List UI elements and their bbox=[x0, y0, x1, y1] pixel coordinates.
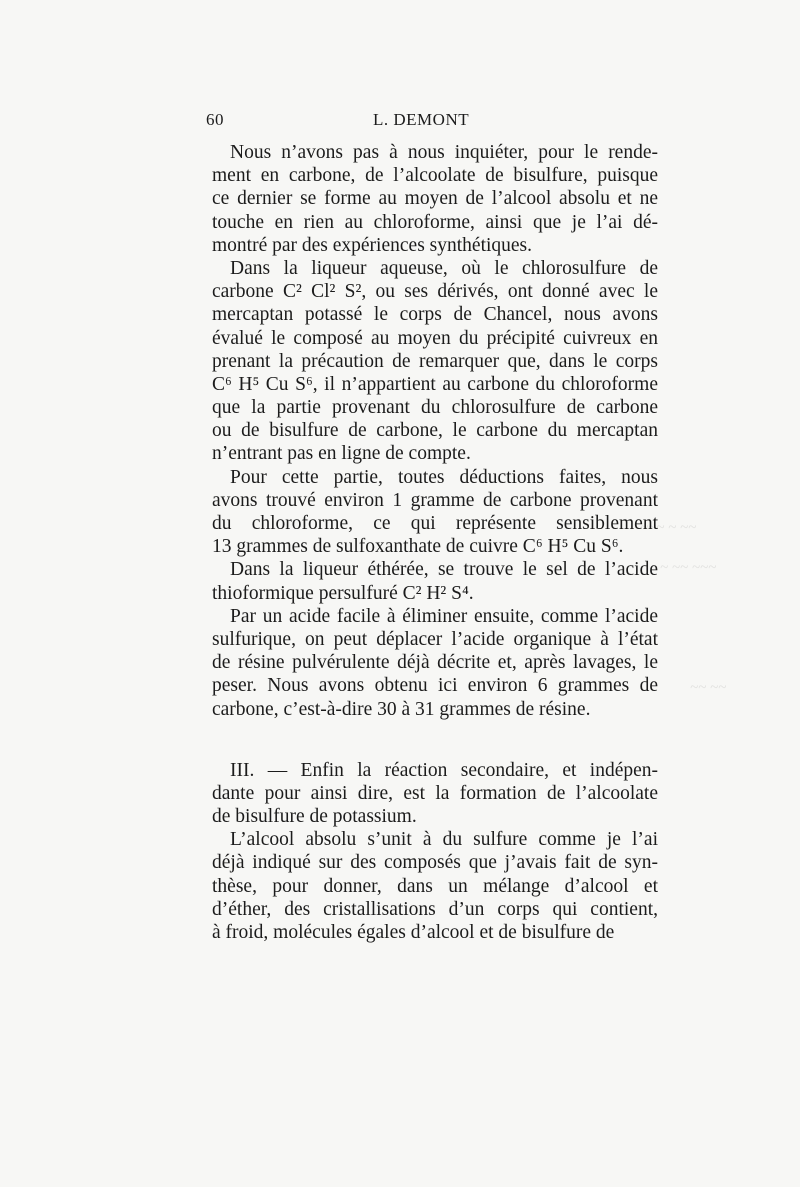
text-line: touche en rien au chloroforme, ainsi que je l’ai dé- bbox=[212, 211, 658, 233]
running-header bbox=[206, 110, 656, 134]
text-line: à froid, molécules égales d’alcool et de bisulfure de bbox=[212, 922, 615, 943]
text-line: de résine pulvérulente déjà décrite et, après lavages, le bbox=[212, 652, 658, 674]
text-line: prenant la précaution de remarquer que, dans le corps bbox=[212, 350, 658, 372]
running-title: L. DEMONT bbox=[373, 110, 470, 129]
page-number: 60 bbox=[206, 110, 224, 129]
text-line: Nous n’avons pas à nous inquiéter, pour le rende- bbox=[230, 142, 658, 163]
text-line: de bisulfure de potassium. bbox=[212, 806, 417, 828]
section-gap bbox=[212, 721, 658, 759]
paragraph bbox=[212, 141, 658, 257]
text-line: peser. Nous avons obtenu ici environ 6 grammes de bbox=[212, 675, 658, 697]
text-line: ment en carbone, de l’alcoolate de bisulfure, puisque bbox=[212, 165, 658, 187]
text-line: thioformique persulfuré C² H² S⁴. bbox=[212, 582, 474, 604]
text-line: montré par des expériences synthétiques. bbox=[212, 234, 533, 256]
text-line: 13 grammes de sulfoxanthate de cuivre C⁶ H⁵ Cu S⁶. bbox=[212, 536, 624, 558]
text-line: Dans la liqueur aqueuse, où le chlorosulfure de bbox=[230, 257, 658, 279]
show-through-artifact: ~~ ~~ bbox=[690, 680, 727, 696]
text-line: avons trouvé environ 1 gramme de carbone provenant bbox=[212, 489, 658, 511]
text-line: n’entrant pas en ligne de compte. bbox=[212, 443, 471, 465]
text-line: d’éther, des cristallisations d’un corps qui contient, bbox=[212, 898, 658, 920]
paragraph bbox=[212, 257, 658, 466]
body-text bbox=[212, 141, 658, 944]
text-line: carbone, c’est-à-dire 30 à 31 grammes de résine. bbox=[212, 698, 591, 720]
show-through-artifact: ~~~ ~ ~~ bbox=[640, 520, 697, 536]
text-line: que la partie provenant du chlorosulfure de carbone bbox=[212, 397, 658, 419]
text-line: III. — Enfin la réaction secondaire, et indépen- bbox=[230, 759, 658, 781]
paragraph bbox=[212, 828, 658, 944]
paragraph bbox=[212, 605, 658, 721]
show-through-artifact: ~ ~~ ~~~ bbox=[660, 560, 717, 576]
text-line: dante pour ainsi dire, est la formation de l’alcoolate bbox=[212, 782, 658, 804]
text-line: thèse, pour donner, dans un mélange d’alcool et bbox=[212, 875, 658, 897]
text-line: Par un acide facile à éliminer ensuite, comme l’acide bbox=[230, 605, 658, 627]
paragraph bbox=[212, 558, 658, 604]
text-line: mercaptan potassé le corps de Chancel, nous avons bbox=[212, 304, 658, 326]
text-line: Dans la liqueur éthérée, se trouve le sel de l’acide bbox=[230, 559, 658, 581]
text-line: ou de bisulfure de carbone, le carbone du mercaptan bbox=[212, 420, 658, 442]
paragraph bbox=[212, 759, 658, 829]
text-line: L’alcool absolu s’unit à du sulfure comme je l’ai bbox=[230, 829, 658, 851]
text-line: C⁶ H⁵ Cu S⁶, il n’appartient au carbone du chloroforme bbox=[212, 373, 658, 395]
text-line: sulfurique, on peut déplacer l’acide organique à l’état bbox=[212, 628, 658, 650]
text-line: du chloroforme, ce qui représente sensiblement bbox=[212, 513, 658, 534]
text-line: déjà indiqué sur des composés que j’avais fait de syn- bbox=[212, 852, 658, 874]
text-line: ce dernier se forme au moyen de l’alcool absolu et ne bbox=[212, 188, 658, 210]
text-line: carbone C² Cl² S², ou ses dérivés, ont donné avec le bbox=[212, 281, 658, 303]
text-line: évalué le composé au moyen du précipité cuivreux en bbox=[212, 327, 658, 349]
paragraph bbox=[212, 466, 658, 559]
text-line: Pour cette partie, toutes déductions faites, nous bbox=[230, 466, 658, 488]
